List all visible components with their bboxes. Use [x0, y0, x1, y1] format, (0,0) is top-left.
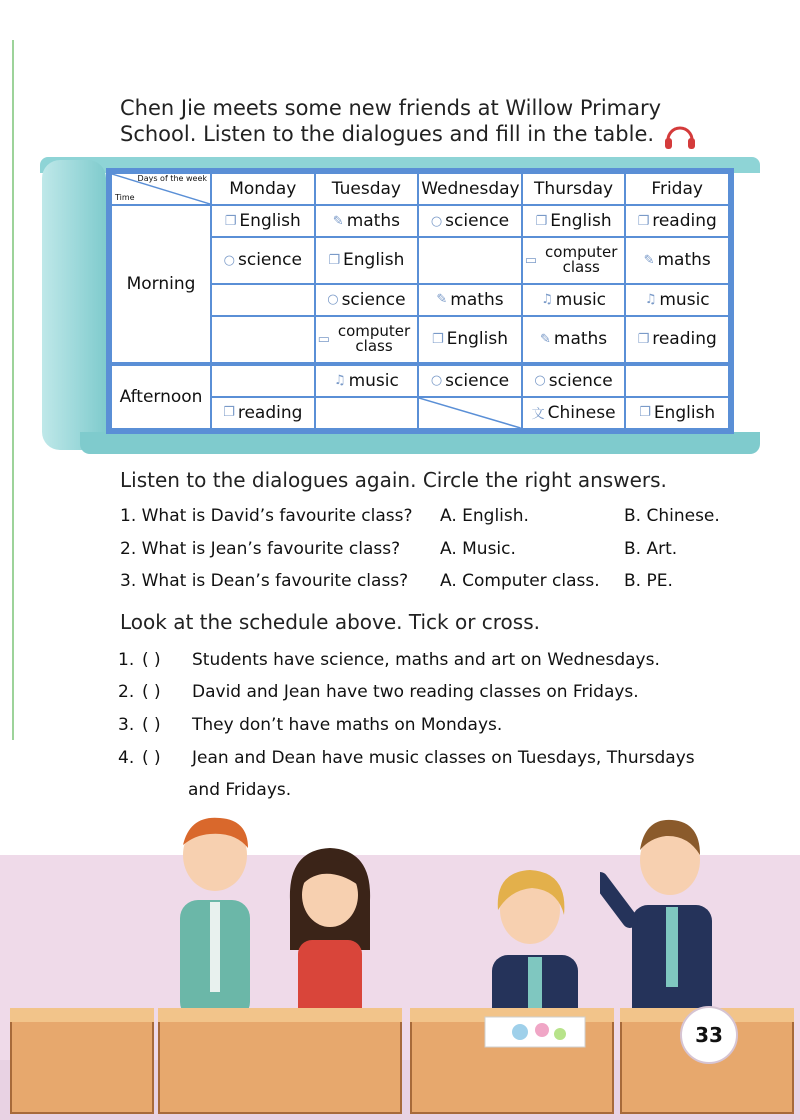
cell: ✎ maths [418, 284, 522, 316]
desk-top [158, 1008, 402, 1022]
cell: ○ science [418, 205, 522, 237]
page-margin-strip [12, 40, 14, 740]
desk-top [10, 1008, 154, 1022]
option-a[interactable]: A. English. [440, 506, 529, 526]
question-3 [120, 571, 673, 591]
computer-icon: ▭ [524, 252, 538, 268]
desk [10, 1010, 154, 1114]
time-morning: Morning [111, 205, 211, 364]
book-icon: ❐ [224, 213, 237, 229]
tick-item-2: 2. ( ) David and Jean have two reading classes on Fridays. [118, 682, 639, 702]
cell: ○ science [522, 364, 626, 397]
answer-blank[interactable]: ( ) [142, 715, 161, 735]
tick-item-1: 1. ( ) Students have science, maths and art on Wednesdays. [118, 650, 660, 670]
cell: ♫ music [522, 284, 626, 316]
tick-item-4-continued: and Fridays. [188, 780, 292, 800]
cell: ❐ English [211, 205, 315, 237]
magnifier-icon: ○ [430, 373, 443, 389]
cell: 文 Chinese [522, 397, 626, 429]
option-b[interactable]: B. Chinese. [624, 506, 720, 526]
question-text: 2. What is Jean’s favourite class? [120, 539, 401, 559]
maths-icon: ✎ [539, 331, 551, 347]
drawing-paper-illustration [480, 1012, 590, 1052]
maths-icon: ✎ [436, 292, 448, 308]
boy-student-waving-illustration [600, 810, 740, 1040]
magnifier-icon: ○ [327, 292, 339, 308]
cell: ❐ reading [211, 397, 315, 429]
intro-text [120, 95, 680, 147]
magnifier-icon: ○ [223, 252, 235, 268]
cell: ○ science [211, 237, 315, 284]
day-header-thursday: Thursday [522, 173, 626, 205]
cell: ○ science [315, 284, 419, 316]
magnifier-icon: ○ [430, 213, 443, 229]
page-number: 33 [680, 1006, 738, 1064]
computer-icon: ▭ [317, 331, 330, 347]
cell [211, 364, 315, 397]
book-icon: ❐ [535, 213, 548, 229]
desk [158, 1010, 402, 1114]
book-icon: ❐ [328, 252, 341, 268]
cell: ✎ maths [522, 316, 626, 364]
question-2 [120, 539, 678, 559]
cell [315, 397, 419, 429]
cell: ❐ English [418, 316, 522, 364]
cell: ✎ maths [315, 205, 419, 237]
cell: ❐ reading [625, 316, 729, 364]
cell [625, 364, 729, 397]
music-note-icon: ♫ [644, 292, 657, 308]
day-header-wednesday: Wednesday [418, 173, 522, 205]
intro-line-1: Chen Jie meets some new friends at Willow Primary [120, 96, 662, 120]
time-afternoon: Afternoon [111, 364, 211, 429]
cell: ♫ music [315, 364, 419, 397]
book-icon: ❐ [639, 405, 651, 421]
chinese-icon: 文 [531, 407, 545, 423]
cell-no-class [418, 397, 522, 429]
question-1 [120, 506, 720, 526]
corner-time-label: Time [115, 193, 135, 202]
cell: ○ science [418, 364, 522, 397]
book-icon: ❐ [223, 405, 235, 421]
book-icon: ❐ [637, 331, 650, 347]
cell: ♫ music [625, 284, 729, 316]
intro-line-2: School. Listen to the dialogues and fill in the table. [120, 122, 655, 146]
answer-blank[interactable]: ( ) [142, 650, 161, 670]
cell [211, 316, 315, 364]
scroll-roll [42, 160, 106, 450]
maths-icon: ✎ [332, 213, 344, 229]
question-text: 3. What is Dean’s favourite class? [120, 571, 409, 591]
day-header-friday: Friday [625, 173, 729, 205]
cell: ❐ English [625, 397, 729, 429]
day-header-tuesday: Tuesday [315, 173, 419, 205]
cell: ▭ computer class [522, 237, 626, 284]
schedule-table [106, 168, 734, 434]
music-note-icon: ♫ [333, 373, 346, 389]
tick-item-3: 3. ( ) They don’t have maths on Mondays. [118, 715, 503, 735]
cell: ❐ English [315, 237, 419, 284]
day-header-monday: Monday [211, 173, 315, 205]
option-b[interactable]: B. PE. [624, 571, 673, 591]
section-circle-title: Listen to the dialogues again. Circle the right answers. [120, 468, 667, 492]
headphones-icon[interactable] [662, 118, 698, 154]
option-b[interactable]: B. Art. [624, 539, 678, 559]
answer-blank[interactable]: ( ) [142, 682, 161, 702]
option-a[interactable]: A. Music. [440, 539, 516, 559]
cell: ✎ maths [625, 237, 729, 284]
book-icon: ❐ [637, 213, 650, 229]
music-note-icon: ♫ [541, 292, 553, 308]
section-tick-title: Look at the schedule above. Tick or cross. [120, 610, 540, 634]
option-a[interactable]: A. Computer class. [440, 571, 600, 591]
maths-icon: ✎ [643, 252, 655, 268]
cell: ▭ computer class [315, 316, 419, 364]
cell [211, 284, 315, 316]
cell: ❐ reading [625, 205, 729, 237]
scroll-bottom [80, 432, 760, 454]
magnifier-icon: ○ [534, 373, 546, 389]
table-corner [111, 173, 211, 205]
tick-item-4: 4. ( ) Jean and Dean have music classes on Tuesdays, Thursdays [118, 748, 695, 768]
cell: ❐ English [522, 205, 626, 237]
answer-blank[interactable]: ( ) [142, 748, 161, 768]
question-text: 1. What is David’s favourite class? [120, 506, 413, 526]
book-icon: ❐ [431, 331, 444, 347]
cell [418, 237, 522, 284]
corner-days-label: Days of the week [137, 174, 207, 183]
